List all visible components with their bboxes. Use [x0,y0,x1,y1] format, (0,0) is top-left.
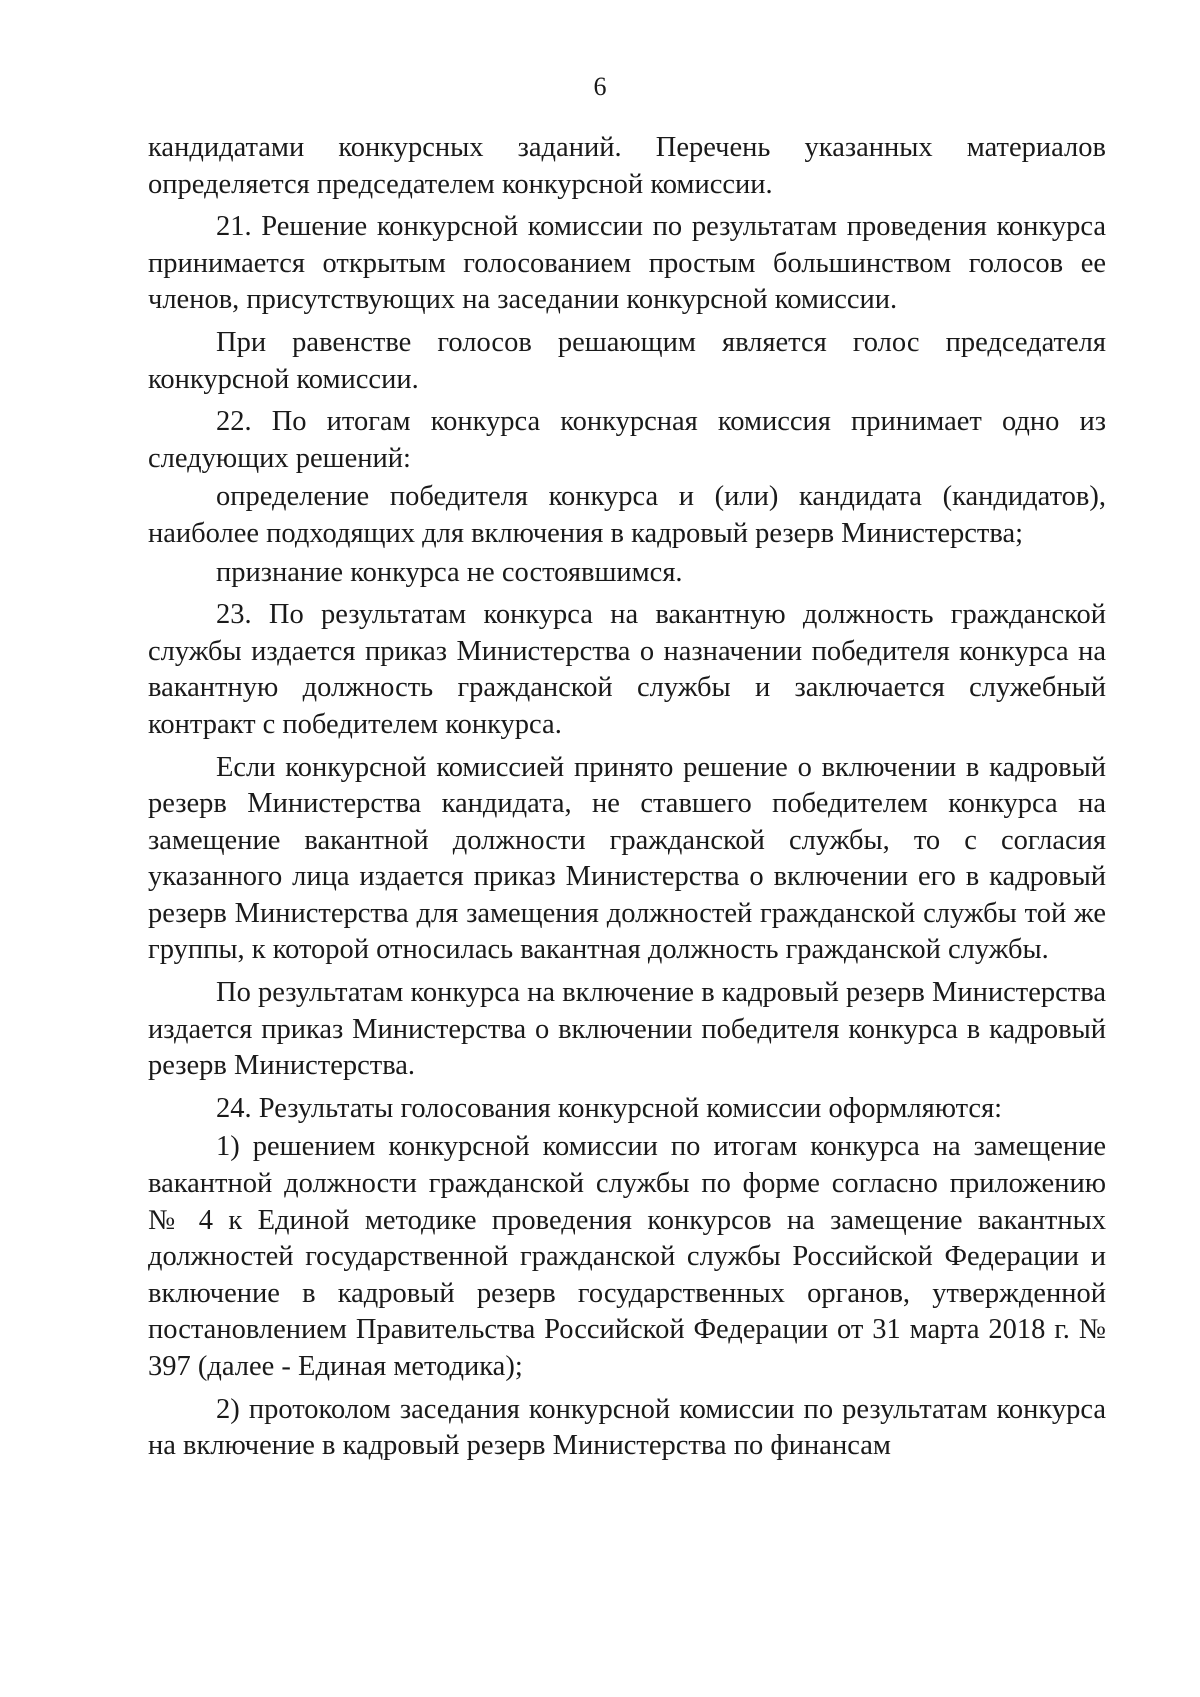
paragraph-24-item-1: 1) решением конкурсной комиссии по итогам конкурса на замещение вакантной должности гражданской службы по форме согласно приложению № 4 к Единой методике проведения конкурсов на замещение вакантных должностей государственной гражданской службы Российской Федерации и включение в кадровый резерв государственных органов, утвержденной постановлением Правительства Российской Федерации от 31 марта 2018 г. № 397 (далее - Единая методика); [148,1131,1106,1382]
paragraph-continuation: кандидатами конкурсных заданий. Перечень указанных материалов определяется председателем конкурсной комиссии. [148,132,1106,200]
paragraph-23-reserve: Если конкурсной комиссией принято решение о включении в кадровый резерв Министерства кандидата, не ставшего победителем конкурса на замещение вакантной должности гражданской службы, то с согласия указанного лица издается приказ Министерства о включении его в кадровый резерв Министерства для замещения должностей гражданской службы той же группы, к которой относилась вакантная должность гражданской службы. [148,751,1106,966]
paragraph-21: 21. Решение конкурсной комиссии по результатам проведения конкурса принимается открытым голосованием простым большинством голосов ее членов, присутствующих на заседании конкурсной комиссии. [148,211,1106,316]
paragraph-24: 24. Результаты голосования конкурсной комиссии оформляются: [216,1092,1003,1124]
paragraph-22-option-2: признание конкурса не состоявшимся. [216,556,683,588]
paragraph-23: 23. По результатам конкурса на вакантную должность гражданской службы издается приказ Министерства о назначении победителя конкурса на вакантную должность гражданской службы и заключается служебный контракт с победителем конкурса. [148,599,1106,740]
paragraph-22: 22. По итогам конкурса конкурсная комиссия принимает одно из следующих решений: [148,406,1106,474]
document-body [148,130,1106,1471]
paragraph-23-reserve-result: По результатам конкурса на включение в кадровый резерв Министерства издается приказ Министерства о включении победителя конкурса в кадровый резерв Министерства. [148,977,1106,1082]
paragraph-21-tie: При равенстве голосов решающим является голос председателя конкурсной комиссии. [148,326,1106,395]
paragraph-24-item-2: 2) протоколом заседания конкурсной комиссии по результатам конкурса на включение в кадровый резерв Министерства по финансам [148,1393,1106,1462]
page-number: 6 [593,72,607,101]
paragraph-22-option-1: определение победителя конкурса и (или) кандидата (кандидатов), наиболее подходящих для включения в кадровый резерв Министерства; [148,481,1106,549]
